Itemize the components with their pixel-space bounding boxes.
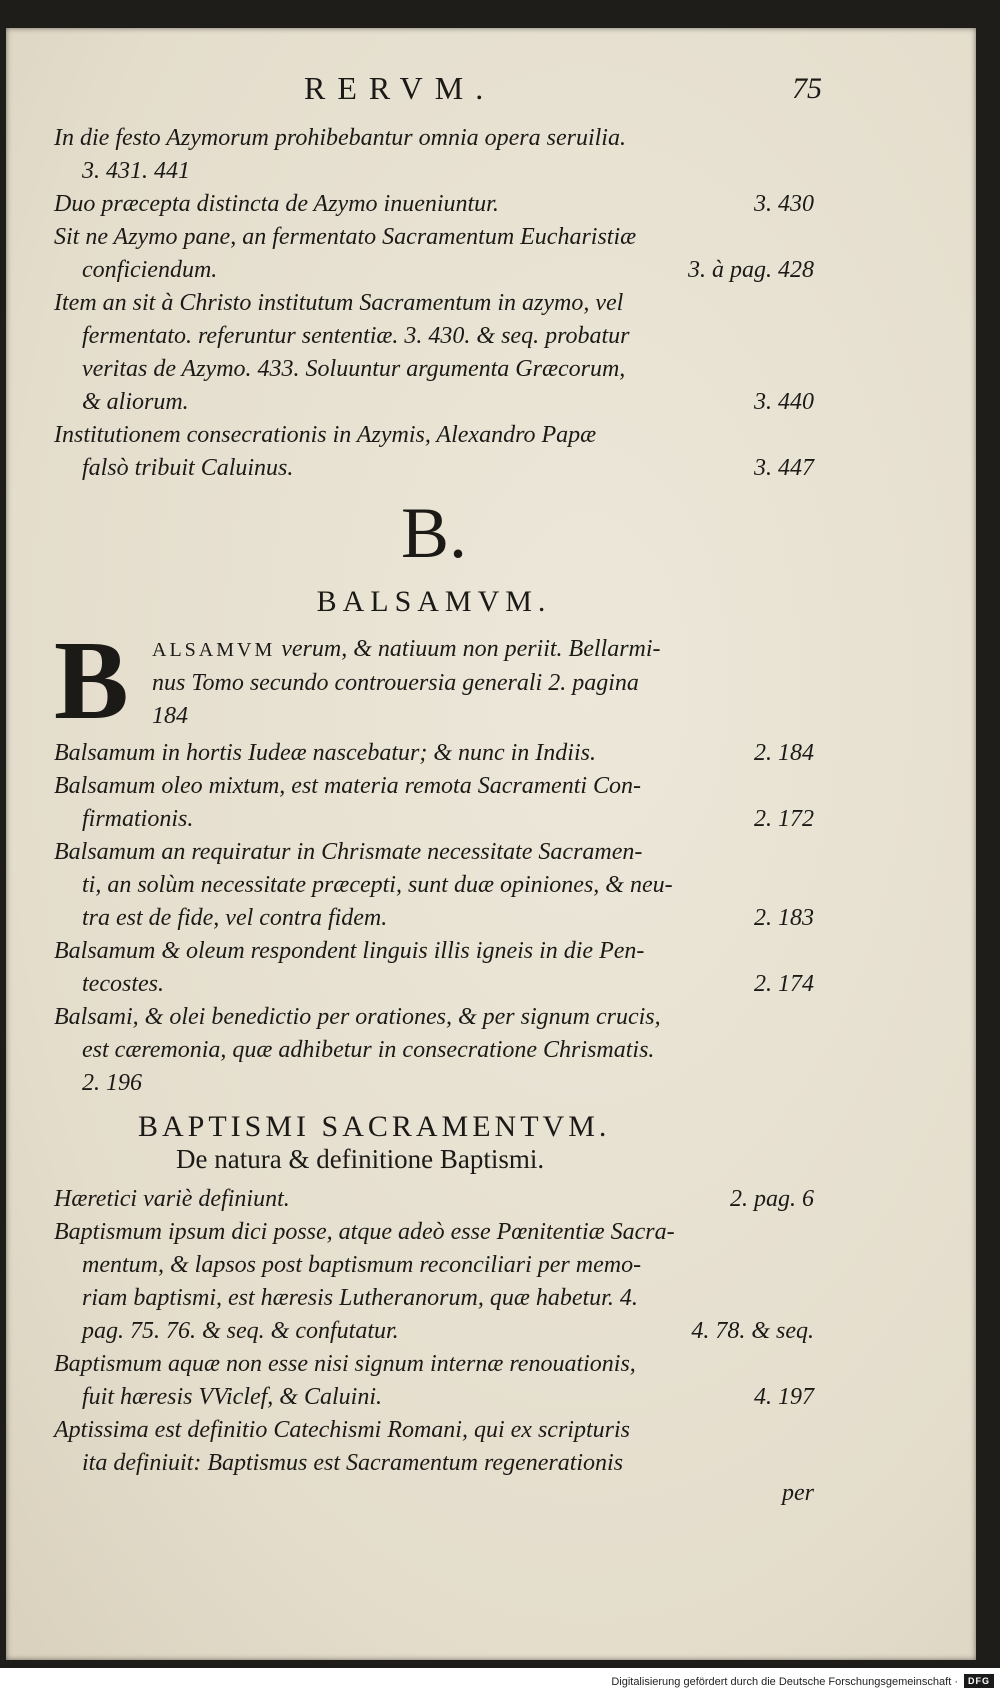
page-header: [54, 68, 822, 122]
index-line: [54, 1034, 814, 1067]
intro-line-1-text: verum, & natiuum non periit. Bellarmi-: [275, 636, 661, 662]
index-line-text: 3. 431. 441: [82, 158, 190, 184]
index-line: [54, 386, 814, 419]
index-line-text: ti, an solùm necessitate præcepti, sunt duæ opiniones, & neu-: [82, 872, 673, 898]
index-line-text: Baptismum ipsum dici posse, atque adeò esse Pœnitentiæ Sacra-: [54, 1219, 675, 1245]
running-head: RERVM.: [304, 70, 496, 106]
baptism-heading: BAPTISMI SACRAMENTVM.: [138, 1110, 611, 1143]
index-line: [54, 254, 814, 287]
index-line-text: fermentato. referuntur sententiæ. 3. 430. & seq. probatur: [82, 323, 630, 349]
dfg-logo: DFG: [964, 1674, 994, 1688]
index-line: [54, 1183, 814, 1216]
index-line-text: falsò tribuit Caluinus.: [82, 455, 294, 481]
index-line: [54, 836, 814, 869]
section-heading: BALSAMVM.: [316, 585, 552, 618]
page-number: 75: [792, 72, 822, 105]
index-line-ref: 3. 430: [754, 191, 814, 217]
index-line-text: Hæretici variè definiunt.: [54, 1186, 290, 1212]
footer: [0, 1670, 1000, 1694]
index-line-text: Sit ne Azymo pane, an fermentato Sacramentum Eucharistiæ: [54, 224, 637, 250]
index-line: [54, 737, 814, 770]
index-line-ref: 2. pag. 6: [730, 1186, 814, 1212]
index-line-ref: 4. 197: [754, 1384, 814, 1410]
intro-caps: ALSAMVM: [152, 639, 276, 661]
index-line-text: Institutionem consecrationis in Azymis, Alexandro Papæ: [54, 422, 597, 448]
index-line-text: tra est de fide, vel contra fidem.: [82, 905, 388, 931]
index-line-ref: 2. 183: [754, 905, 814, 931]
index-line-ref: 3. 447: [754, 455, 814, 481]
dropcap-letter: B: [54, 619, 129, 743]
index-line: [54, 770, 814, 803]
index-line-text: Balsamum an requiratur in Chrismate necessitate Sacramen-: [54, 839, 643, 865]
index-line: [54, 419, 814, 452]
index-line-text: veritas de Azymo. 433. Soluuntur argumenta Græcorum,: [82, 356, 626, 382]
index-line: [54, 1348, 814, 1381]
index-line: [54, 869, 814, 902]
intro-line: [152, 633, 814, 667]
index-line-text: 2. 196: [82, 1070, 142, 1096]
index-line: [54, 1447, 814, 1480]
index-line-text: Balsami, & olei benedictio per orationes, & per signum crucis,: [54, 1004, 661, 1030]
intro-line-2-text: nus Tomo secundo controuersia generali 2. pagina: [152, 670, 639, 696]
index-line-text: mentum, & lapsos post baptismum reconciliari per memo-: [82, 1252, 642, 1278]
index-line-ref: 3. 440: [754, 389, 814, 415]
page-content: [54, 68, 822, 1507]
index-line-text: firmationis.: [82, 806, 194, 832]
index-line-text: Balsamum in hortis Iudeæ nascebatur; & nunc in Indiis.: [54, 740, 596, 766]
index-entries-balsamum: [54, 737, 814, 1100]
index-line-text: Balsamum & oleum respondent linguis illis igneis in die Pen-: [54, 938, 645, 964]
index-line-text: conficiendum.: [82, 257, 218, 283]
index-line: [54, 122, 814, 155]
index-line: [54, 452, 814, 485]
index-line-text: In die festo Azymorum prohibebantur omnia opera seruilia.: [54, 125, 626, 151]
intro-line-3-text: 184: [152, 703, 188, 729]
index-line-text: fuit hæresis VViclef, & Caluini.: [82, 1384, 382, 1410]
intro-line-1: [152, 633, 661, 667]
intro-line: [152, 667, 814, 700]
index-line-ref: 3. à pag. 428: [688, 257, 814, 283]
index-line: [54, 1315, 814, 1348]
index-line: [54, 803, 814, 836]
section-letter: B.: [400, 493, 468, 573]
index-line-text: & aliorum.: [82, 389, 189, 415]
index-line-ref: 2. 174: [754, 971, 814, 997]
index-line-text: Duo præcepta distincta de Azymo inueniuntur.: [54, 191, 499, 217]
index-line: [54, 353, 814, 386]
index-line: [54, 902, 814, 935]
index-line: [54, 1249, 814, 1282]
index-line-text: ita definiuit: Baptismus est Sacramentum regenerationis: [82, 1450, 624, 1476]
index-line: [54, 1381, 814, 1414]
index-line: [54, 188, 814, 221]
index-line: [54, 221, 814, 254]
index-line: [54, 1067, 814, 1100]
baptism-subheading: De natura & definitione Baptismi.: [176, 1144, 545, 1174]
index-line-text: riam baptismi, est hæresis Lutheranorum, quæ habetur. 4.: [82, 1285, 638, 1311]
index-line: [54, 968, 814, 1001]
index-line: [54, 1001, 814, 1034]
index-entries-baptismus: [54, 1183, 814, 1480]
index-line-text: pag. 75. 76. & seq. & confutatur.: [82, 1318, 399, 1344]
index-line: [54, 935, 814, 968]
index-line-text: Item an sit à Christo institutum Sacramentum in azymo, vel: [54, 290, 624, 316]
index-line: [54, 320, 814, 353]
intro-line: [152, 700, 814, 733]
index-line-text: est cæremonia, quæ adhibetur in consecratione Chrismatis.: [82, 1037, 655, 1063]
index-line-ref: 2. 184: [754, 740, 814, 766]
book-page: [6, 28, 976, 1660]
index-line-ref: 4. 78. & seq.: [691, 1318, 814, 1344]
index-line-text: tecostes.: [82, 971, 164, 997]
index-line: [54, 287, 814, 320]
index-line-text: Balsamum oleo mixtum, est materia remota Sacramenti Con-: [54, 773, 642, 799]
index-line-text: Baptismum aquæ non esse nisi signum internæ renouationis,: [54, 1351, 636, 1377]
index-line: [54, 1282, 814, 1315]
footer-credit: Digitalisierung gefördert durch die Deutsche Forschungsgemeinschaft ·: [611, 1676, 958, 1688]
index-line-ref: 2. 172: [754, 806, 814, 832]
index-entries-azymum: [54, 122, 814, 485]
index-line-text: Aptissima est definitio Catechismi Romani, qui ex scripturis: [54, 1417, 630, 1443]
index-line: [54, 1414, 814, 1447]
catchword: per: [782, 1480, 814, 1506]
balsamum-intro: [54, 619, 814, 743]
index-line: [54, 155, 814, 188]
index-line: [54, 1216, 814, 1249]
